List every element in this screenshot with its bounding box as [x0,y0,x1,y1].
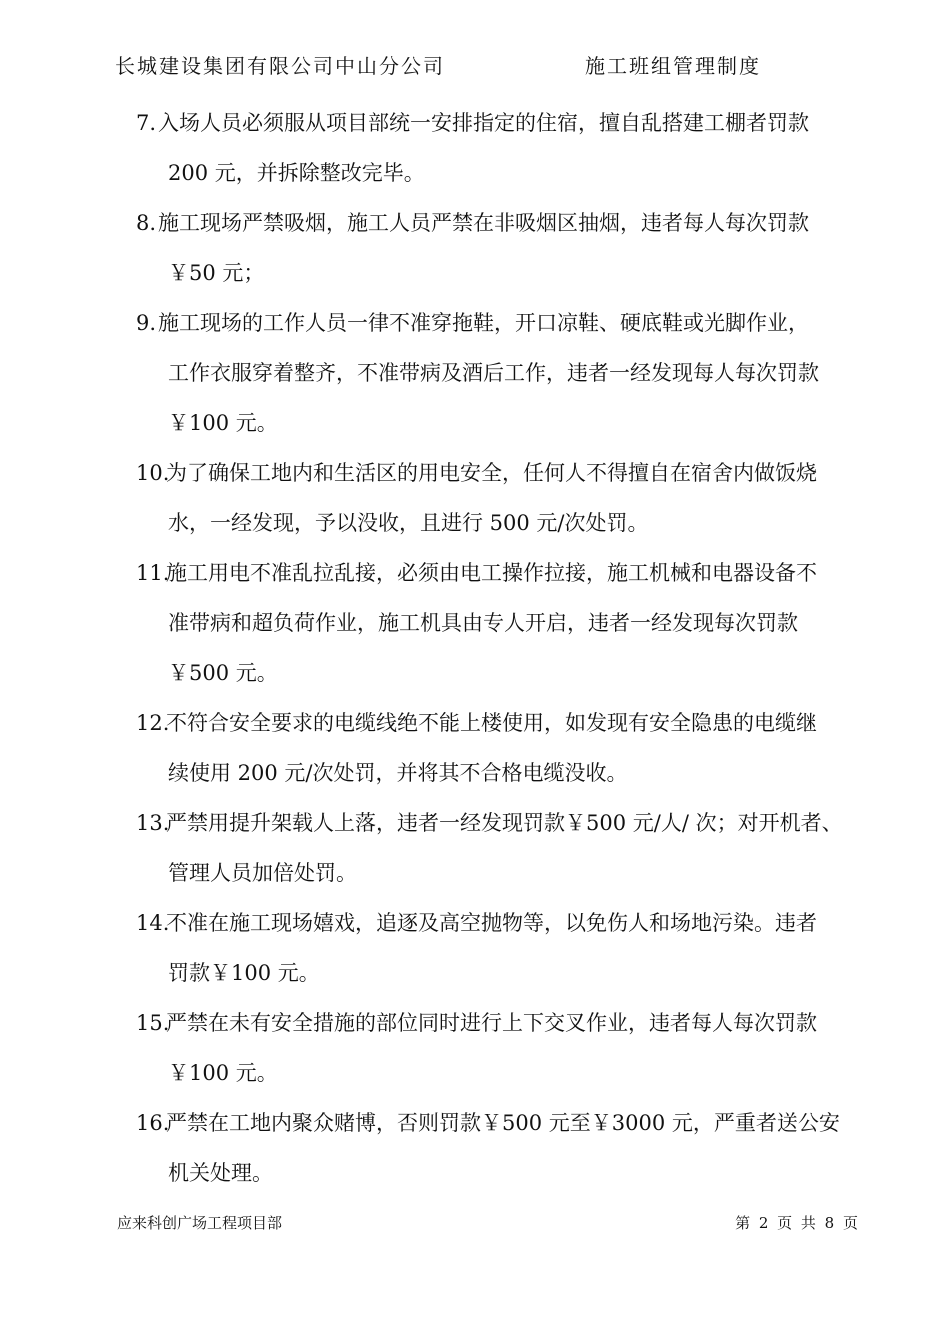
rule-line: ￥500 元。 [168,661,278,685]
rule-text [158,198,863,298]
rule-number: 11. [136,561,170,585]
rule-number: 7. [136,111,157,135]
rule-number: 10. [136,461,170,485]
rule-line: 准带病和超负荷作业，施工机具由专人开启，违者一经发现每次罚款 [168,611,798,635]
rule-item [0,998,950,1098]
rule-item [0,898,950,998]
rule-line: ￥100 元。 [168,411,278,435]
rule-line: 施工现场严禁吸烟，施工人员严禁在非吸烟区抽烟，违者每人每次罚款 [158,211,809,235]
rule-line: 严禁在未有安全措施的部位同时进行上下交叉作业，违者每人每次罚款 [166,1011,817,1035]
rule-line: 施工用电不准乱拉乱接，必须由电工操作拉接，施工机械和电器设备不 [166,561,817,585]
rule-line: 严禁在工地内聚众赌博，否则罚款￥500 元至￥3000 元，严重者送公安 [166,1111,840,1135]
project-name: 应来科创广场工程项目部 [117,1214,283,1232]
rule-number: 8. [136,211,157,235]
rule-line: 续使用 200 元/次处罚，并将其不合格电缆没收。 [168,761,628,785]
rule-number: 16. [136,1111,170,1135]
rules-list [0,98,950,1198]
rule-number: 14. [136,911,170,935]
rule-item [0,98,950,198]
rule-text [168,998,863,1098]
rule-line: 罚款￥100 元。 [168,961,320,985]
rule-line: ￥100 元。 [168,1061,278,1085]
rule-line: 管理人员加倍处罚。 [168,861,357,885]
rule-number: 15. [136,1011,170,1035]
rule-number: 12. [136,711,170,735]
rule-line: 水，一经发现，予以没收，且进行 500 元/次处罚。 [168,511,649,535]
rule-number: 9. [136,311,157,335]
rule-text [168,1098,863,1198]
rule-line: 不符合安全要求的电缆线绝不能上楼使用，如发现有安全隐患的电缆继 [166,711,817,735]
rule-line: 施工现场的工作人员一律不准穿拖鞋，开口凉鞋、硬底鞋或光脚作业， [158,311,809,335]
rule-line: 不准在施工现场嬉戏，追逐及高空抛物等，以免伤人和场地污染。违者 [166,911,817,935]
rule-line: ￥50 元； [168,261,265,285]
rule-number: 13. [136,811,170,835]
rule-text [158,98,863,198]
rule-item [0,1098,950,1198]
company-name: 长城建设集团有限公司中山分公司 [115,54,445,78]
rule-text [168,798,863,898]
rule-text [168,448,863,548]
page-number: 第 2 页 共 8 页 [735,1214,858,1232]
rule-line: 机关处理。 [168,1161,273,1185]
rule-line: 严禁用提升架载人上落，违者一经发现罚款￥500 元/人/ 次；对开机者、 [166,811,843,835]
rule-item [0,298,950,448]
page-header [0,50,950,82]
header-divider [115,86,855,87]
document-title: 施工班组管理制度 [585,54,761,78]
rule-text [168,548,863,698]
rule-item [0,198,950,298]
rule-item [0,698,950,798]
rule-line: 入场人员必须服从项目部统一安排指定的住宿，擅自乱搭建工棚者罚款 [158,111,809,135]
rule-item [0,448,950,548]
rule-line: 工作衣服穿着整齐，不准带病及酒后工作，违者一经发现每人每次罚款 [168,361,819,385]
rule-line: 200 元，并拆除整改完毕。 [168,161,425,185]
rule-text [168,698,863,798]
rule-line: 为了确保工地内和生活区的用电安全，任何人不得擅自在宿舍内做饭烧 [166,461,817,485]
rule-text [168,898,863,998]
rule-item [0,548,950,698]
rule-item [0,798,950,898]
rule-text [158,298,863,448]
